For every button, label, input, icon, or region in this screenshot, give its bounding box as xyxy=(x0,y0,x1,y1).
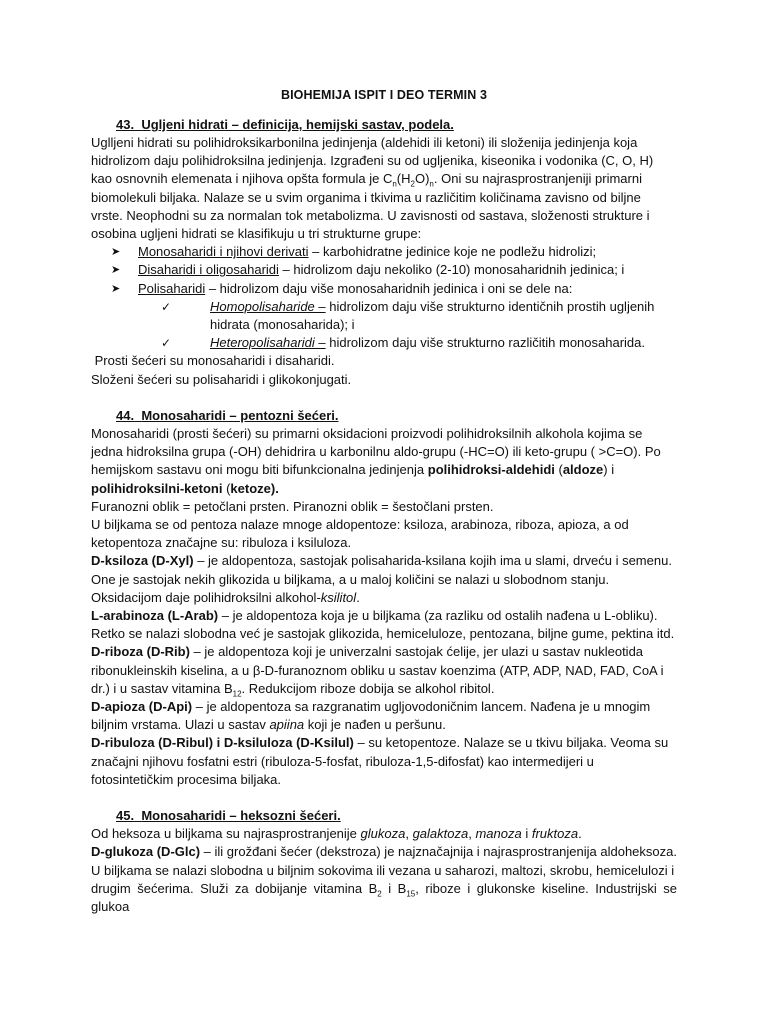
ring-forms-line: Furanozni oblik = petočlani prsten. Piranozni oblik = šestočlani prsten. xyxy=(91,498,494,514)
sublist-item xyxy=(91,334,677,352)
arabinose-entry: L-arabinoza (L-Arab) – je aldopentoza koja je u biljkama (za razliku od ostalih nađena u L-obliku). Retko se nalazi slobodna već je sastojak glikozida, hemiceluloze, pentozana, biljne gume, pektina itd. xyxy=(91,608,675,642)
list-item-text: – karbohidratne jedinice koje ne podležu hidrolizi; xyxy=(308,244,597,260)
list-item-term: Polisaharidi xyxy=(138,280,206,296)
sublist-item-term: Heteropolisaharidi – xyxy=(210,335,326,351)
section-45-title: Monosaharidi – heksozni šećeri. xyxy=(141,808,341,824)
paragraph-line: U biljkama se od pentoza nalaze mnoge aldopentoze: ksiloza, arabinoza, riboza, apioza, a od xyxy=(91,517,629,533)
intro-line: osobina ugljeni hidrati se klasifikuju u tri strukturne grupe: xyxy=(91,226,422,242)
section-44-title: Monosaharidi – pentozni šećeri. xyxy=(141,408,339,424)
section-45-number: 45. xyxy=(116,808,135,824)
list-item-text: – hidrolizom daju više monosaharidnih jedinica i oni se dele na: xyxy=(205,280,573,296)
ribulose-entry: D-ribuloza (D-Ribul) i D-ksiluloza (D-Ksilul) – su ketopentoze. Nalaze se u tkivu biljaka. Veoma su značajni njihovu fosfatni estri (ribuloza-5-fosfat, ribuloza-1,5-difosfat) kao intermedijeri u fotosintetičkim procesima biljaka. xyxy=(91,735,669,787)
section-43-title: Ugljeni hidrati – definicija, hemijski sastav, podela. xyxy=(141,117,454,132)
checkmark-bullet-icon: ✓ xyxy=(161,299,172,314)
classification-list xyxy=(91,243,677,298)
list-item-text: – hidrolizom daju nekoliko (2-10) monosaharidnih jedinica; i xyxy=(278,262,625,278)
list-item xyxy=(91,280,677,298)
xylose-name: D-ksiloza (D-Xyl) xyxy=(91,553,194,569)
paragraph-line: polihidroksilni-ketoni (ketoze). xyxy=(91,480,279,496)
intro-line: hidrolizom daju polihidroksilna jedinjenja. Izgrađeni su od ugljenika, kiseonika i vodonika (C, O, H) xyxy=(91,153,654,169)
apiose-entry: D-apioza (D-Api) – je aldopentoza sa razgranatim ugljovodoničnim lancem. Nađena je u mnogim biljnim vrstama. Ulazi u sastav apiina koji je nađen u peršunu. xyxy=(91,699,651,733)
arrow-bullet-icon: ➤ xyxy=(111,264,121,277)
section-43-intro xyxy=(91,134,677,243)
monosaccharide-definition xyxy=(91,425,677,498)
closing-line: Prosti šećeri su monosaharidi i disaharidi. xyxy=(91,353,335,369)
apiose-name: D-apioza (D-Api) xyxy=(91,699,193,715)
arabinose-name: L-arabinoza (L-Arab) xyxy=(91,608,219,624)
xylose-entry: D-ksiloza (D-Xyl) – je aldopentoza, sastojak polisaharida-ksilana kojih ima u slami, drveću i semenu. One je sastojak nekih glikozida u biljkama, a u maloj količini se nalazi u slobodnom stanju. Oksidacijom daje polihidroksilni alkohol-ksilitol. xyxy=(91,553,672,605)
document-body xyxy=(91,116,677,916)
arrow-bullet-icon: ➤ xyxy=(111,246,121,259)
closing-line: Složeni šećeri su polisaharidi i glikokonjugati. xyxy=(91,371,352,387)
intro-line: vrste. Neophodni su za normalan tok metabolizma. U zavisnosti od sastava, složenosti strukture i xyxy=(91,207,650,223)
list-item-term: Monosaharidi i njihovi derivati xyxy=(138,244,309,260)
sublist-item-text: hidrolizom daju više strukturno različitih monosaharida. xyxy=(325,335,645,351)
section-43-number: 43. xyxy=(116,117,135,132)
glucose-entry: D-glukoza (D-Glc) – ili grožđani šećer (dekstroza) je najznačajnija i najrasprostranjenija aldoheksoza. U biljkama se nalazi slobodna u biljnim sokovima ili vezana u saharozi, maltozi, skrobu, hemicelulozi i drugim šećerima. Služi za dobijanje vitamina $B_2$ i $B_{15}$, riboze i glukonske kiseline. Industrijski se glukoa xyxy=(91,844,677,915)
list-item xyxy=(91,243,677,261)
section-44-number: 44. xyxy=(116,408,135,424)
section-45-heading xyxy=(116,807,677,825)
intro-line: Uglljeni hidrati su polihidroksikarbonilna jedinjenja (aldehidi ili ketoni) ili složenija jedinjenja koja xyxy=(91,135,638,150)
intro-line: biomolekuli biljaka. Nalaze se u svim organima i tkivima u različitim količinama zavisno od biljne xyxy=(91,189,641,205)
list-item-term: Disaharidi i oligosaharidi xyxy=(138,262,279,278)
ribose-name: D-riboza (D-Rib) xyxy=(91,644,190,660)
ribose-entry: D-riboza (D-Rib) – je aldopentoza koji je univerzalni sastojak ćelije, jer ulazi u sastav nukleotida ribonukleinskih kiselina, a u β-D-furanoznom obliku u sastav koenzima (ATP, ADP, NAD, FAD, CoA i dr.) i u sastav vitamina $B_{12}$. Redukcijom riboze dobija se alkohol ribitol. xyxy=(91,644,664,699)
arrow-bullet-icon: ➤ xyxy=(111,282,121,295)
document-title: BIOHEMIJA ISPIT I DEO TERMIN 3 xyxy=(280,88,488,102)
sublist-item-continuation xyxy=(91,316,677,334)
paragraph-line: Monosaharidi (prosti šećeri) su primarni oksidacioni proizvodi polihidroksilnih alkohola kojima se xyxy=(91,426,643,442)
sublist-item xyxy=(91,298,677,316)
glucose-name: D-glukoza (D-Glc) xyxy=(91,844,201,860)
ribulose-name: D-ribuloza (D-Ribul) i D-ksiluloza (D-Ksilul) xyxy=(91,735,354,751)
paragraph-line: hemijskom sastavu oni mogu biti bifunkcionalna jedinjenja polihidroksi-aldehidi (aldoze) i xyxy=(91,462,615,478)
sublist-item-text: hidrata (monosaharida); i xyxy=(210,317,355,333)
section-44-heading xyxy=(116,407,677,425)
intro-formula-line: kao osnovnih elemenata i njihova opšta formula je $C_n(H_2O)_n$. Oni su najrasprostranjeniji primarni xyxy=(91,171,642,189)
sublist-item-text: hidrolizom daju više strukturno identičnih prostih ugljenih xyxy=(325,298,655,314)
section-43-heading xyxy=(116,116,677,134)
hexose-intro: Od heksoza u biljkama su najrasprostranjenije glukoza, galaktoza, manoza i fruktoza. xyxy=(91,826,582,842)
polysaccharide-sublist xyxy=(91,298,677,353)
checkmark-bullet-icon: ✓ xyxy=(161,336,172,351)
paragraph-line: ketopentoza značajne su: ribuloza i ksiluloza. xyxy=(91,535,352,551)
sublist-item-term: Homopolisaharide – xyxy=(210,298,326,314)
list-item xyxy=(91,261,677,279)
paragraph-line: jedna hidroksilna grupa (-OH) dehidrira u karbonilnu aldo-grupu (-HC=O) ili keto-grupu ( >C=O). Po xyxy=(91,444,661,460)
